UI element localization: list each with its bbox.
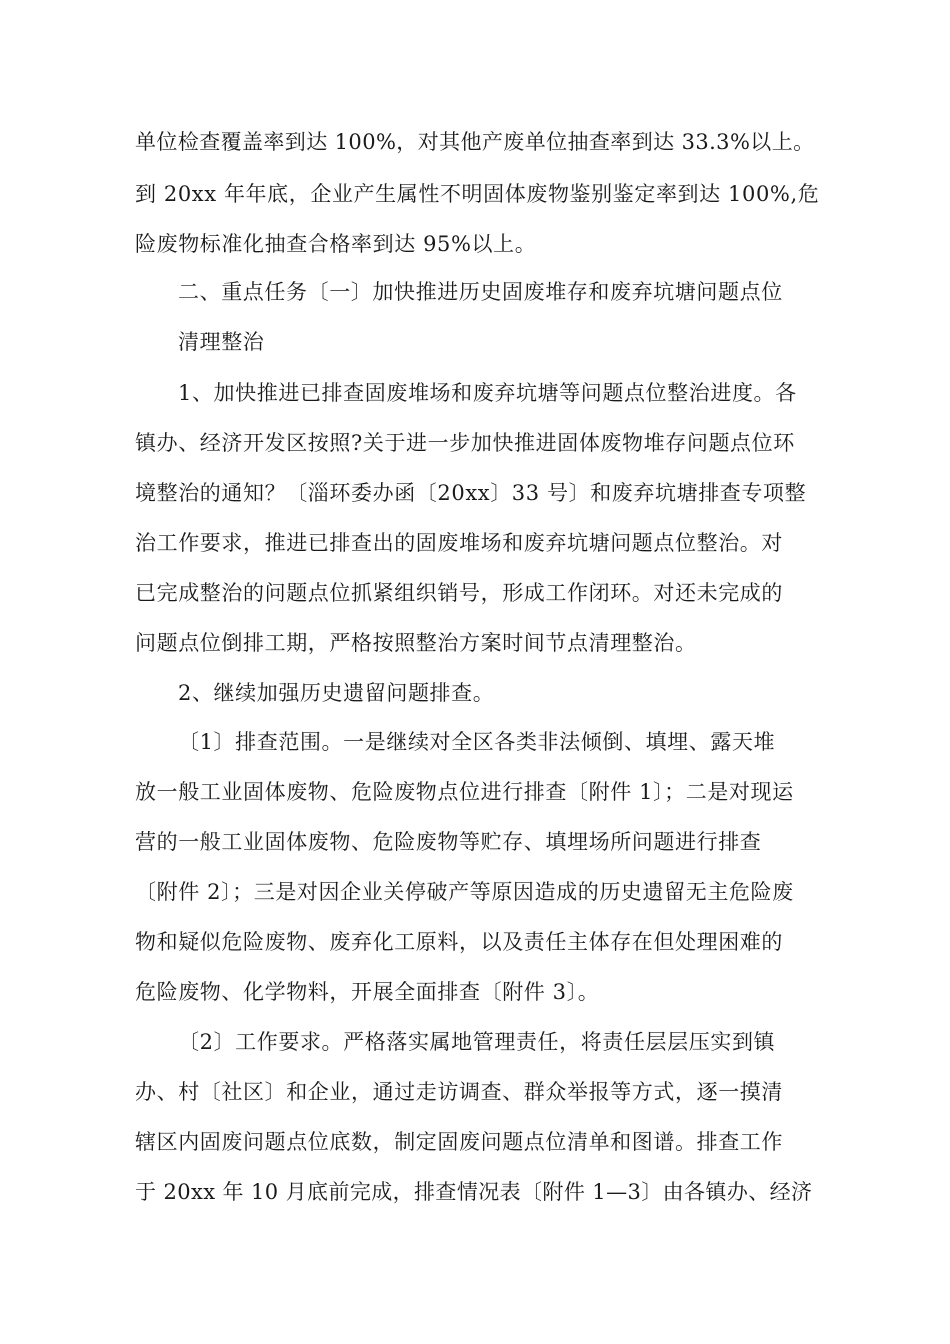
text-line: 已完成整治的问题点位抓紧组织销号，形成工作闭环。对还未完成的 xyxy=(135,581,783,605)
text-line: 办、村〔社区〕和企业，通过走访调查、群众举报等方式，逐一摸清 xyxy=(135,1080,783,1104)
text-line: 〔2〕工作要求。严格落实属地管理责任，将责任层层压实到镇 xyxy=(178,1030,776,1054)
section-heading: 二、重点任务〔一〕加快推进历史固废堆存和废弃坑塘问题点位 xyxy=(178,280,783,304)
text-line: 2、继续加强历史遗留问题排查。 xyxy=(178,681,495,705)
text-line: 险废物标准化抽查合格率到达 95%以上。 xyxy=(135,232,537,256)
text-line: 单位检查覆盖率到达 100%，对其他产废单位抽查率到达 33.3%以上。 xyxy=(135,130,815,154)
text-line: 〔附件 2〕；三是对因企业关停破产等原因造成的历史遗留无主危险废 xyxy=(135,880,794,904)
text-line: 于 20xx 年 10 月底前完成，排查情况表〔附件 1—3〕由各镇办、经济 xyxy=(135,1180,813,1204)
text-line: 辖区内固废问题点位底数，制定固废问题点位清单和图谱。排查工作 xyxy=(135,1130,783,1154)
text-line: 危险废物、化学物料，开展全面排查〔附件 3〕。 xyxy=(135,980,600,1004)
text-line: 放一般工业固体废物、危险废物点位进行排查〔附件 1〕；二是对现运 xyxy=(135,780,794,804)
text-line: 1、加快推进已排查固废堆场和废弃坑塘等问题点位整治进度。各 xyxy=(178,381,797,405)
text-line: 境整治的通知？〔淄环委办函〔20xx〕33 号〕和废弃坑塘排查专项整 xyxy=(135,481,807,505)
text-line: 物和疑似危险废物、废弃化工原料，以及责任主体存在但处理困难的 xyxy=(135,930,783,954)
text-line: 〔1〕排查范围。一是继续对全区各类非法倾倒、填埋、露天堆 xyxy=(178,730,776,754)
text-line: 治工作要求，推进已排查出的固废堆场和废弃坑塘问题点位整治。对 xyxy=(135,531,783,555)
section-heading: 清理整治 xyxy=(178,330,265,354)
text-line: 问题点位倒排工期，严格按照整治方案时间节点清理整治。 xyxy=(135,631,697,655)
text-line: 到 20xx 年年底，企业产生属性不明固体废物鉴别鉴定率到达 100%,危 xyxy=(135,182,820,206)
text-line: 营的一般工业固体废物、危险废物等贮存、填埋场所问题进行排查 xyxy=(135,830,762,854)
text-line: 镇办、经济开发区按照?关于进一步加快推进固体废物堆存问题点位环 xyxy=(135,431,795,455)
